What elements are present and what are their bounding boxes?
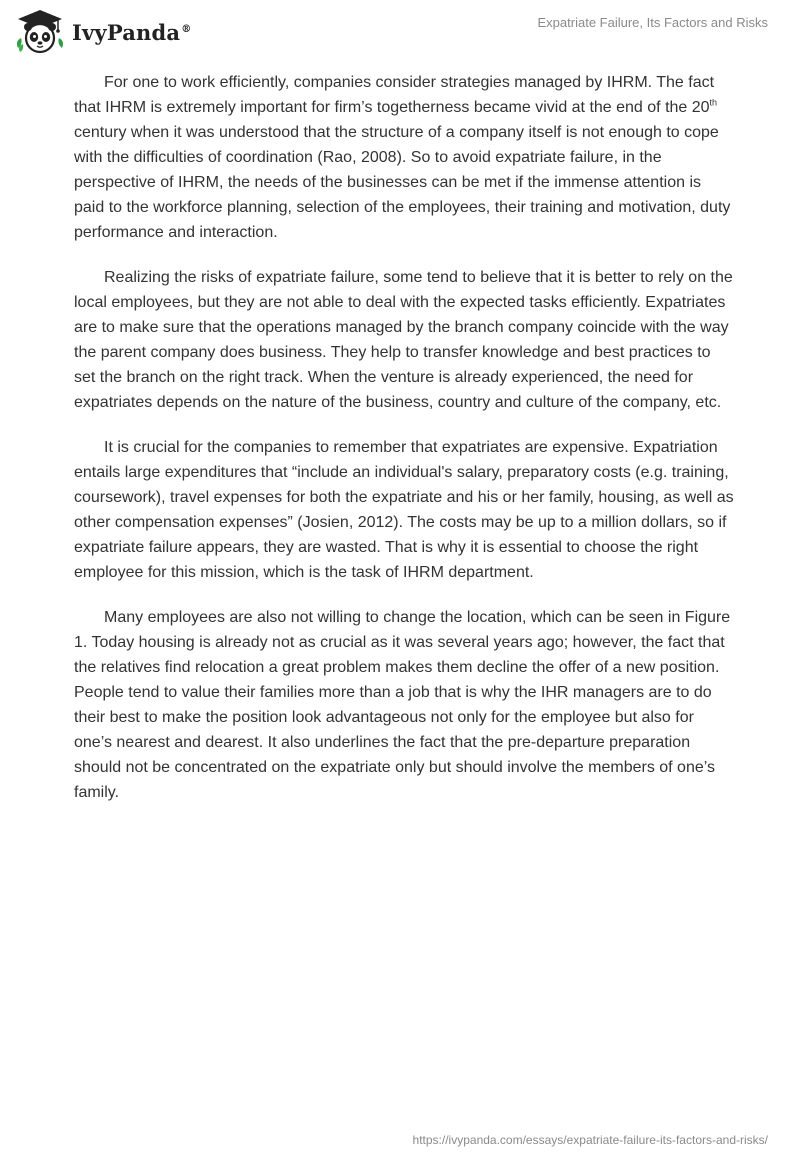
ivypanda-logo[interactable] [14,8,191,54]
document-title: Expatriate Failure, Its Factors and Risks [537,15,768,30]
paragraph-1 [74,70,734,245]
paragraph-4: Many employees are also not willing to change the location, which can be seen in Figure 1. Today housing is already not as crucial as it was several years ago; however, the fact that the relatives find relocation a great problem makes them decline the offer of a new position. People tend to value their families more than a job that is why the IHR managers are to do their best to make the position look advantageous not only for the employee but also for one’s nearest and dearest. It also underlines the fact that the pre-departure preparation should not be concentrated on the expatriate only but should involve the members of one’s family. [74,609,731,801]
paragraph-3: It is crucial for the companies to remember that expatriates are expensive. Expatriation entails large expenditures that “include an individual's salary, preparatory costs (e.g. training, coursework), travel expenses for both the expatriate and his or her family, housing, as well as other compensation expenses” (Josien, 2012). The costs may be up to a million dollars, so if expatriate failure appears, they are wasted. That is why it is essential to choose the right employee for this mission, which is the task of IHRM department. [74,439,734,581]
paragraph-2: Realizing the risks of expatriate failure, some tend to believe that it is better to rely on the local employees, but they are not able to deal with the expected tasks efficiently. Expatriates are to make sure that the operations managed by the branch company coincide with the way the parent company does business. They help to transfer knowledge and best practices to set the branch on the right track. When the venture is already experienced, the need for expatriates depends on the nature of the business, country and culture of the company, etc. [74,269,733,411]
superscript-th: th [709,97,718,108]
registered-mark: ® [181,23,192,35]
source-url-link[interactable]: https://ivypanda.com/essays/expatriate-failure-its-factors-and-risks/ [412,1133,768,1147]
paragraph-1-text-b: century when it was understood that the structure of a company itself is not enough to cope with the difficulties of coordination (Rao, 2008). So to avoid expatriate failure, in the perspective of IHRM, the needs of the businesses can be met if the immense attention is paid to the workforce planning, selection of the employees, their training and motivation, duty performance and interaction. [74,124,731,241]
paragraph-1-text-a: For one to work efficiently, companies consider strategies managed by IHRM. The fact that IHRM is extremely important for firm’s togetherness became vivid at the end of the 20 [74,74,715,116]
logo-wordmark: IvyPanda® [72,19,192,45]
panda-graduate-logo-icon [14,8,66,54]
essay-body [74,70,734,825]
page-header [0,0,800,60]
